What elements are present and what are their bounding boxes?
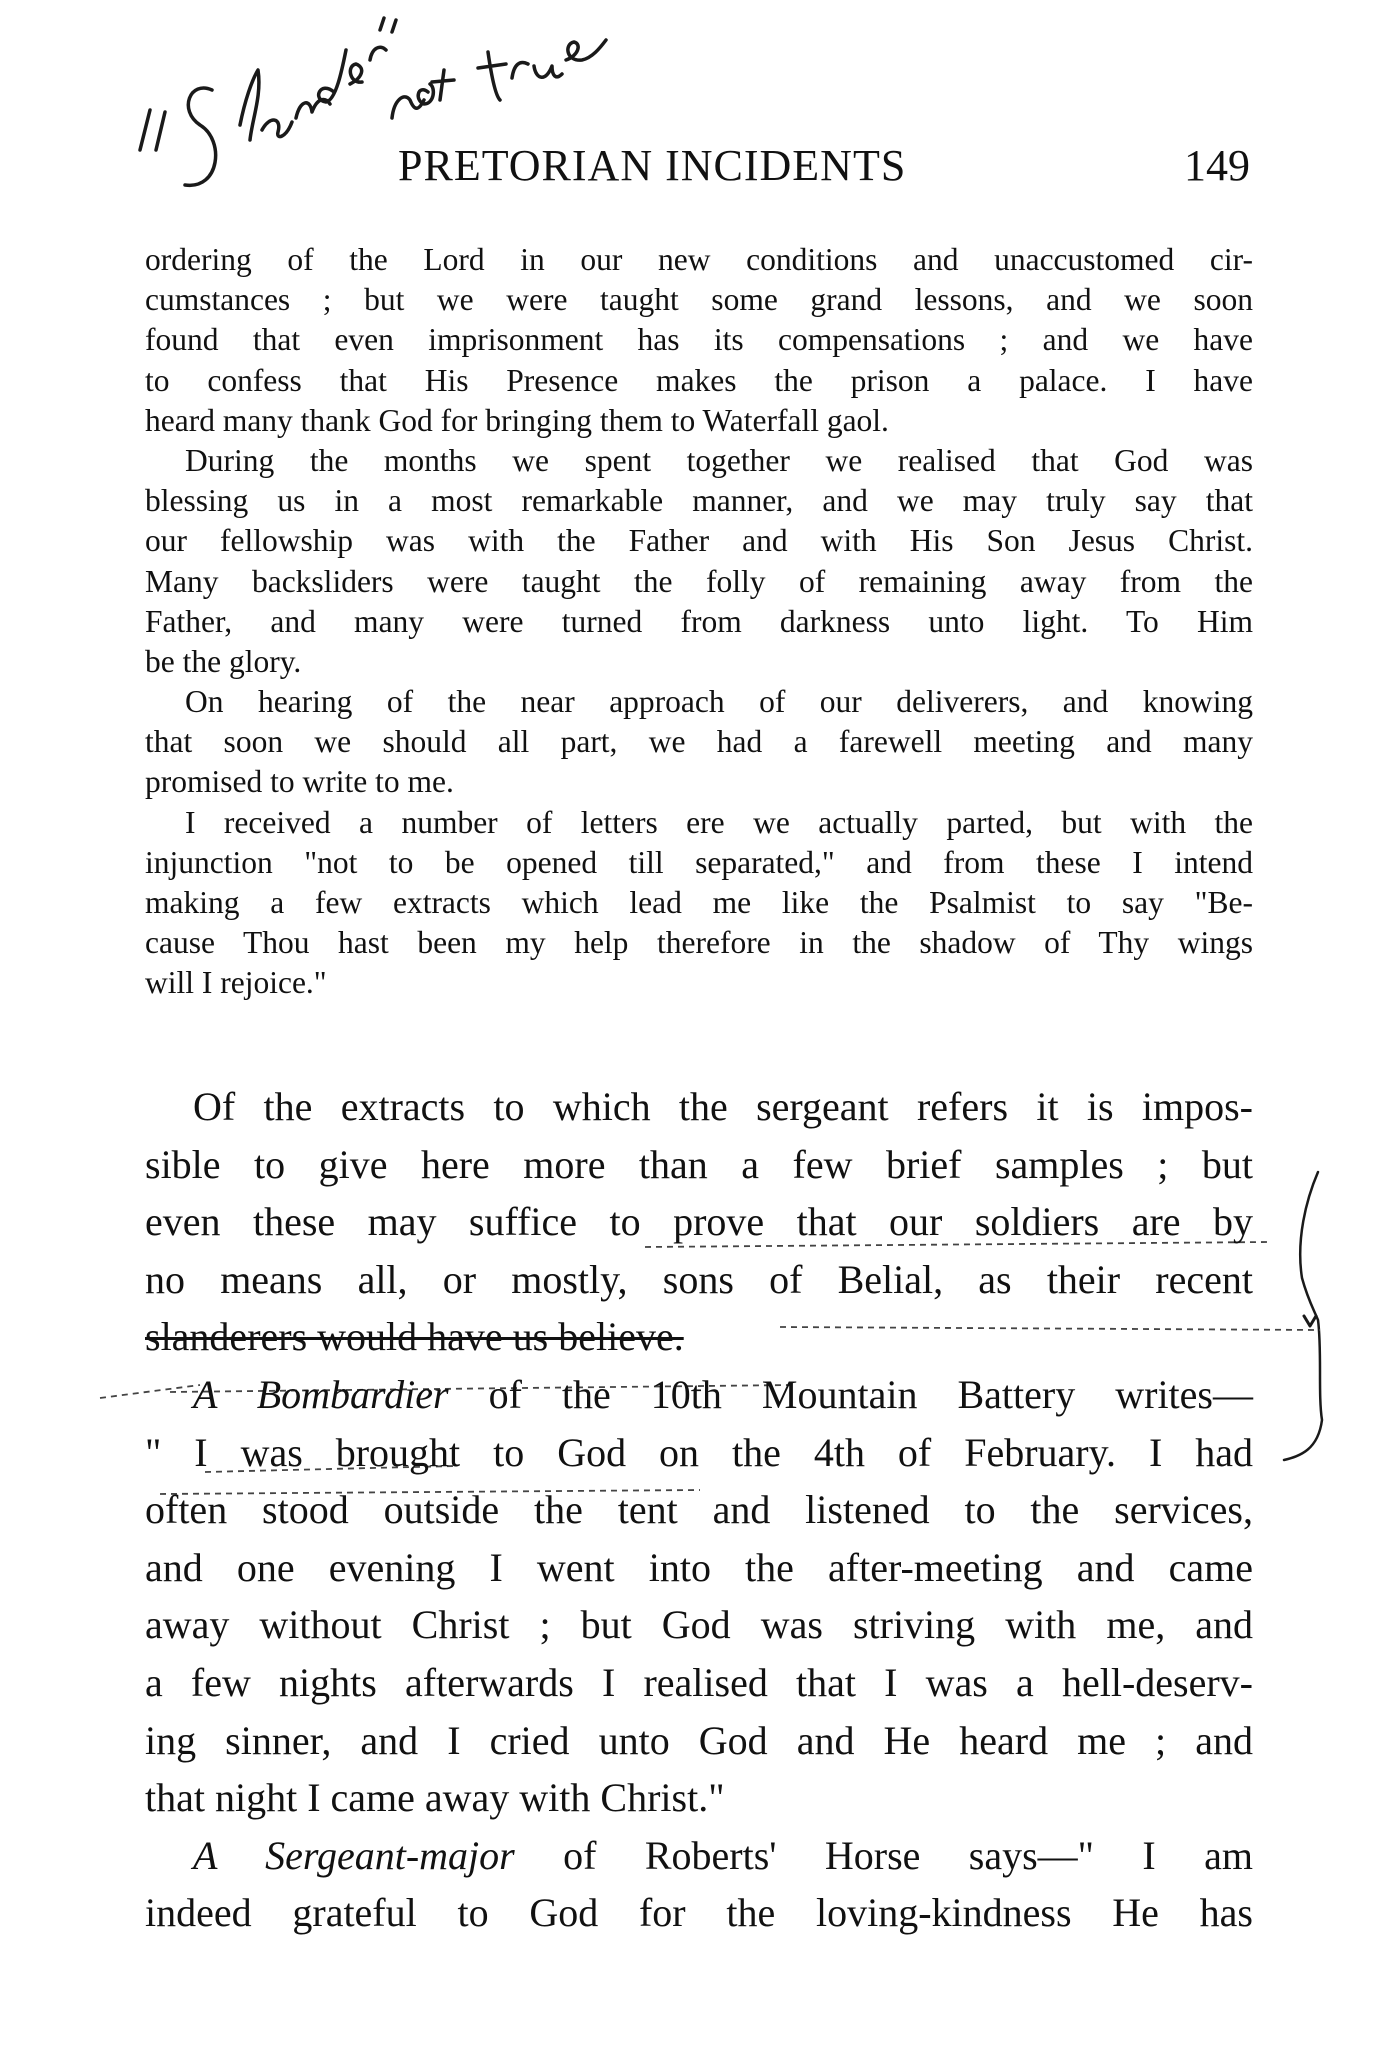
- page-header: [148, 140, 1250, 200]
- text-line: [145, 1654, 1253, 1712]
- line-text: that night I came away with Christ.": [145, 1775, 725, 1821]
- text-line: [145, 1078, 1253, 1136]
- italic-speaker: A Sergeant-major: [193, 1832, 515, 1878]
- line-text: and one evening I went into the after-meeting and came: [145, 1544, 1253, 1590]
- text-line: [145, 1481, 1253, 1539]
- line-text: indeed grateful to God for the loving-kindness He has: [145, 1890, 1253, 1936]
- text-line: I received a number of letters ere we actually parted, but with the: [185, 804, 1253, 840]
- paragraph: [145, 441, 1253, 682]
- page-number: 149: [1184, 141, 1250, 190]
- line-text: of the 10th Mountain Battery writes—: [448, 1371, 1253, 1417]
- text-line: [145, 1884, 1253, 1942]
- text-line: [145, 1712, 1253, 1770]
- text-line: [145, 1193, 1253, 1251]
- text-line: [145, 1827, 1253, 1885]
- line-text: of Roberts' Horse says—" I am: [514, 1832, 1253, 1878]
- text-line: [145, 1308, 1253, 1366]
- line-text: sible to give here more than a few brief samples ; but: [145, 1141, 1253, 1187]
- line-text: slanderers would have us believe.: [145, 1314, 684, 1360]
- paragraph: [145, 682, 1253, 803]
- line-text: " I was brought to God on the 4th of February. I had: [145, 1429, 1253, 1475]
- text-line: injunction "not to be opened till separated," and from these I intend: [145, 844, 1253, 880]
- line-text: no means all, or mostly, sons of Belial, as their recent: [145, 1256, 1253, 1302]
- line-text: Of the extracts to which the sergeant refers it is impos-: [193, 1084, 1253, 1129]
- text-line: making a few extracts which lead me like the Psalmist to say "Be-: [145, 885, 1253, 920]
- text-line: our fellowship was with the Father and with His Son Jesus Christ.: [145, 523, 1253, 559]
- line-text: away without Christ ; but God was striving with me, and: [145, 1602, 1253, 1648]
- text-line: Many backsliders were taught the folly of remaining away from the: [145, 563, 1253, 599]
- text-line: [145, 1769, 1253, 1827]
- text-line: cumstances ; but we were taught some grand lessons, and we soon: [145, 282, 1253, 318]
- text-line: [145, 1596, 1253, 1654]
- text-line: [145, 1136, 1253, 1194]
- text-line: During the months we spent together we realised that God was: [185, 442, 1253, 478]
- italic-speaker: A Bombardier: [193, 1371, 449, 1417]
- text-line: [145, 1539, 1253, 1597]
- text-line: ordering of the Lord in our new conditions and unaccustomed cir-: [145, 242, 1253, 277]
- small-type-letter-text: [145, 240, 1253, 1004]
- running-head: PRETORIAN INCIDENTS: [398, 141, 907, 190]
- text-line: [145, 1251, 1253, 1309]
- main-body-text: [145, 1078, 1253, 1942]
- text-line: will I rejoice.": [145, 965, 327, 1001]
- text-line: to confess that His Presence makes the prison a palace. I have: [145, 362, 1253, 398]
- paragraph: [145, 803, 1253, 1004]
- text-line: cause Thou hast been my help therefore in the shadow of Thy wings: [145, 925, 1253, 961]
- paragraph: [145, 240, 1253, 441]
- line-text: a few nights afterwards I realised that I was a hell-deserv-: [145, 1659, 1253, 1705]
- line-text: often stood outside the tent and listened to the services,: [145, 1487, 1253, 1533]
- text-line: Father, and many were turned from darkness unto light. To Him: [145, 603, 1253, 639]
- text-line: blessing us in a most remarkable manner, and we may truly say that: [145, 483, 1253, 519]
- text-line: be the glory.: [145, 643, 302, 679]
- text-line: promised to write to me.: [145, 764, 454, 800]
- line-text: even these may suffice to prove that our soldiers are by: [145, 1199, 1253, 1245]
- text-line: [145, 1424, 1253, 1482]
- line-text: ing sinner, and I cried unto God and He heard me ; and: [145, 1717, 1253, 1763]
- text-line: that soon we should all part, we had a farewell meeting and many: [145, 724, 1253, 760]
- text-line: [145, 1366, 1253, 1424]
- text-line: On hearing of the near approach of our deliverers, and knowing: [185, 684, 1253, 720]
- text-line: heard many thank God for bringing them to Waterfall gaol.: [145, 402, 889, 438]
- text-line: found that even imprisonment has its compensations ; and we have: [145, 322, 1253, 358]
